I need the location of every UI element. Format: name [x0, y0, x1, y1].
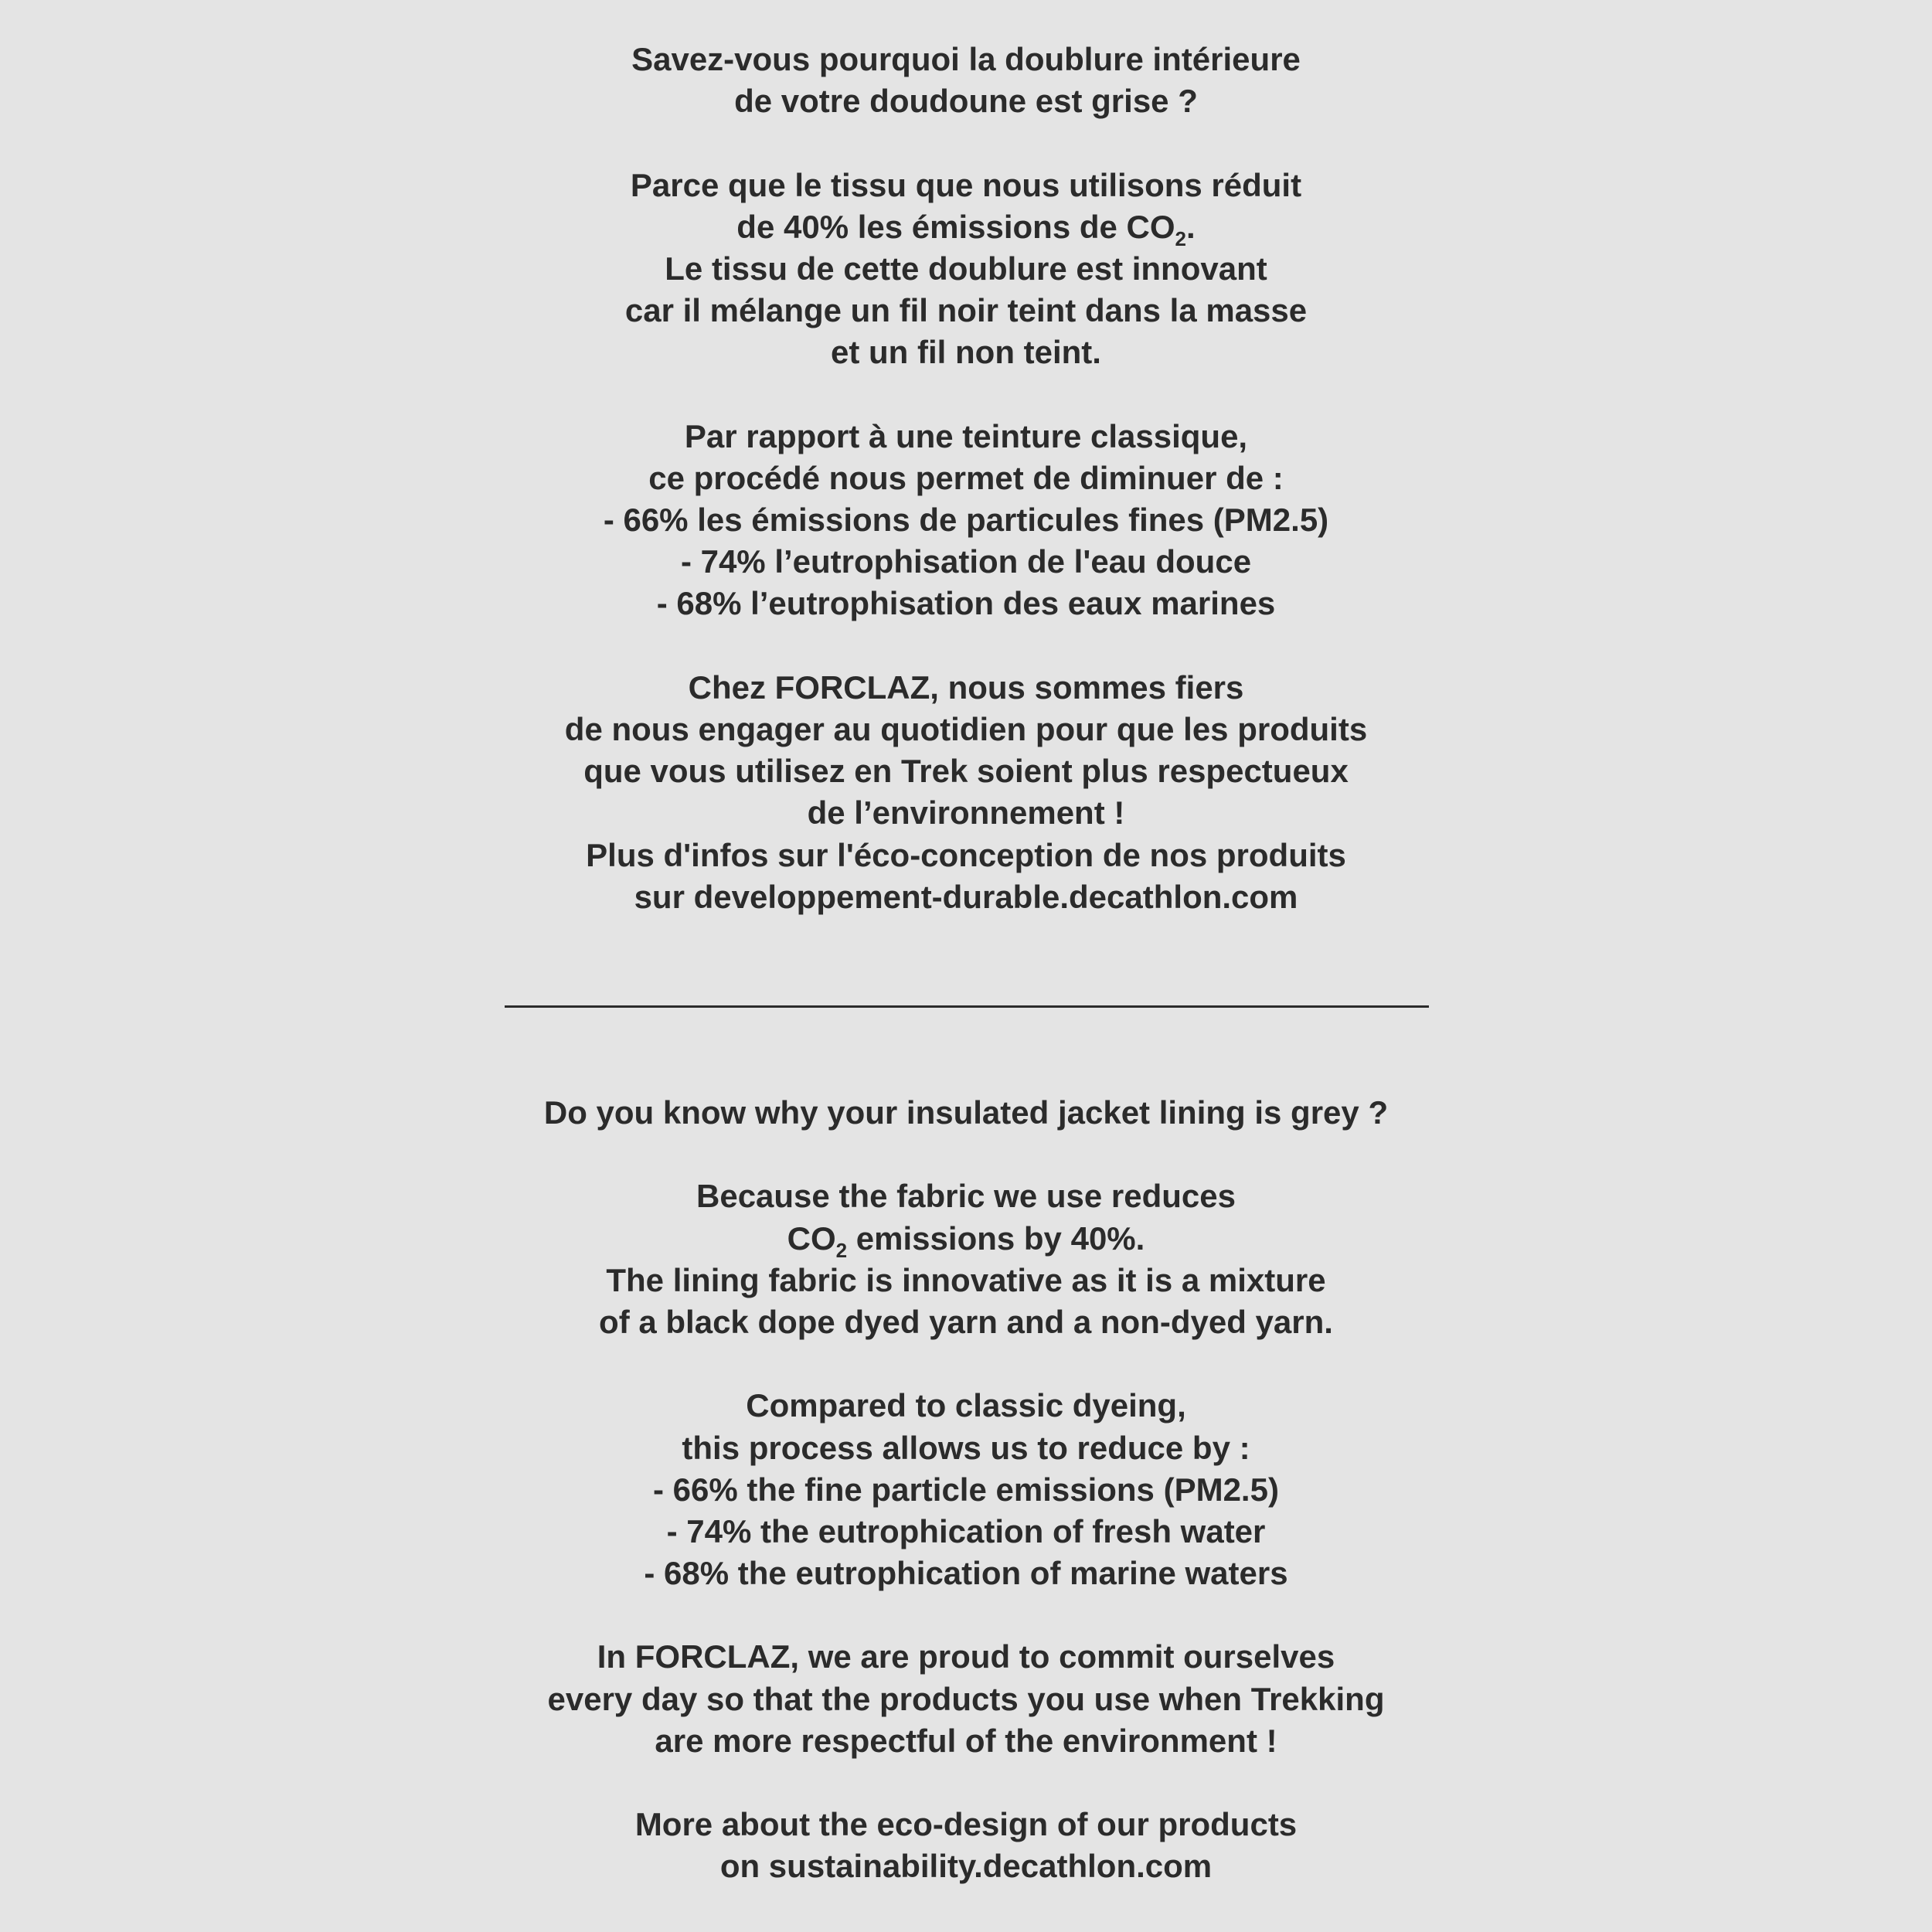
- fr-reason-line-2-text: de 40% les émissions de CO: [736, 208, 1175, 245]
- paragraph-gap: [0, 1134, 1932, 1175]
- en-question-line: Do you know why your insulated jacket lining is grey ?: [543, 1094, 1389, 1131]
- fr-reason-line-5: et un fil non teint.: [831, 334, 1101, 371]
- en-more-info-url: on sustainability.decathlon.com: [719, 1848, 1213, 1885]
- paragraph-gap: [0, 1343, 1932, 1385]
- co2-subscript: 2: [835, 1238, 848, 1262]
- en-comparison-line-1: Compared to classic dyeing,: [746, 1387, 1186, 1424]
- en-commitment-line-2: every day so that the products you use when Trekking: [547, 1680, 1385, 1717]
- fr-reason-line-3: Le tissu de cette doublure est innovant: [665, 250, 1267, 287]
- en-comparison-bullet-marine-water: - 68% the eutrophication of marine waters: [644, 1555, 1288, 1592]
- fr-comparison-bullet-pm25: - 66% les émissions de particules fines (PM2.5): [603, 502, 1329, 539]
- en-comparison-line-2: this process allows us to reduce by :: [682, 1429, 1250, 1466]
- french-text-block: [0, 39, 1932, 918]
- fr-comparison-bullet-marine-water: - 68% l’eutrophisation des eaux marines: [656, 585, 1276, 622]
- fr-more-info-line-1: Plus d'infos sur l'éco-conception de nos produits: [586, 836, 1346, 873]
- fr-more-info-url: sur developpement-durable.decathlon.com: [634, 878, 1298, 915]
- fr-comparison-bullet-fresh-water: - 74% l’eutrophisation de l'eau douce: [680, 543, 1252, 580]
- en-reason-line-2-end: emissions by 40%.: [847, 1219, 1145, 1257]
- en-more-info-line-1: More about the eco-design of our products: [634, 1806, 1298, 1843]
- paragraph-gap: [0, 1762, 1932, 1804]
- en-reason-line-3: The lining fabric is innovative as it is a mixture: [606, 1261, 1326, 1298]
- paragraph-gap: [0, 625, 1932, 667]
- en-reason-line-2-text: CO: [787, 1219, 836, 1257]
- fr-reason-line-4: car il mélange un fil noir teint dans la masse: [624, 292, 1308, 329]
- fr-reason-line-2: [0, 206, 1932, 248]
- fr-comparison-line-2: ce procédé nous permet de diminuer de :: [648, 459, 1284, 496]
- en-comparison-bullet-fresh-water: - 74% the eutrophication of fresh water: [666, 1512, 1266, 1549]
- en-reason-line-1: Because the fabric we use reduces: [696, 1178, 1236, 1215]
- en-reason-line-2: [0, 1218, 1932, 1260]
- fr-reason-line-1: Parce que le tissu que nous utilisons réduit: [630, 166, 1302, 203]
- en-comparison-bullet-pm25: - 66% the fine particle emissions (PM2.5): [653, 1471, 1279, 1508]
- fr-reason-line-2-end: .: [1186, 208, 1196, 245]
- fr-comparison-line-1: Par rapport à une teinture classique,: [684, 417, 1248, 454]
- fr-question-line-1: Savez-vous pourquoi la doublure intérieure: [631, 41, 1301, 77]
- english-text-block: [0, 1092, 1932, 1888]
- en-commitment-line-3: are more respectful of the environment !: [655, 1722, 1277, 1759]
- paragraph-gap: [0, 374, 1932, 416]
- fr-question-line-2: de votre doudoune est grise ?: [734, 83, 1198, 120]
- fr-commitment-line-1: Chez FORCLAZ, nous sommes fiers: [688, 668, 1244, 706]
- fr-commitment-line-3: que vous utilisez en Trek soient plus respectueux: [583, 753, 1349, 790]
- en-commitment-line-1: In FORCLAZ, we are proud to commit ourselves: [597, 1638, 1335, 1675]
- co2-subscript: 2: [1175, 226, 1187, 250]
- paragraph-gap: [0, 122, 1932, 164]
- paragraph-gap: [0, 1594, 1932, 1636]
- fr-commitment-line-2: de nous engager au quotidien pour que les produits: [564, 711, 1368, 747]
- en-reason-line-4: of a black dope dyed yarn and a non-dyed yarn.: [599, 1303, 1333, 1340]
- section-divider: [505, 1005, 1429, 1008]
- fr-commitment-line-4: de l’environnement !: [807, 794, 1125, 832]
